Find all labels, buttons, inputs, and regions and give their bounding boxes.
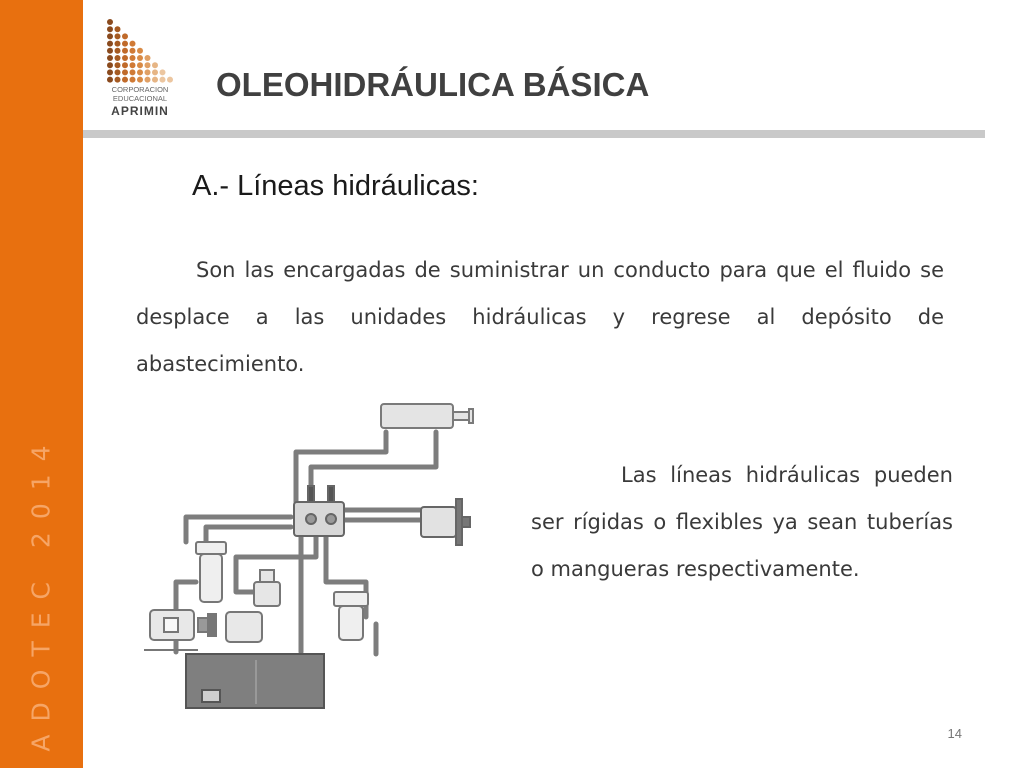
title-divider bbox=[83, 130, 985, 138]
hydraulic-circuit-illustration-icon bbox=[136, 392, 486, 712]
body-paragraph-1: Son las encargadas de suministrar un conducto para que el fluido se desplace a las unidades hidráulicas y regrese al depósito de abastecimiento. bbox=[136, 258, 944, 376]
company-logo bbox=[104, 18, 176, 122]
body-paragraph-2: Las líneas hidráulicas pueden ser rígidas o flexibles ya sean tuberías o mangueras respectivamente. bbox=[531, 463, 953, 581]
logo-text-brand: APRIMIN bbox=[111, 104, 169, 118]
dotted-triangle-logo-icon bbox=[104, 18, 176, 86]
logo-text-line1: CORPORACION bbox=[111, 85, 169, 94]
logo-text-line2: EDUCACIONAL bbox=[112, 94, 168, 103]
sidebar-band bbox=[0, 0, 83, 768]
page-number: 14 bbox=[947, 726, 962, 741]
section-heading: A.- Líneas hidráulicas: bbox=[192, 170, 479, 202]
sidebar-vertical-text: ADOTEC 2014 bbox=[26, 432, 56, 752]
page-title: OLEOHIDRÁULICA BÁSICA bbox=[216, 66, 650, 103]
